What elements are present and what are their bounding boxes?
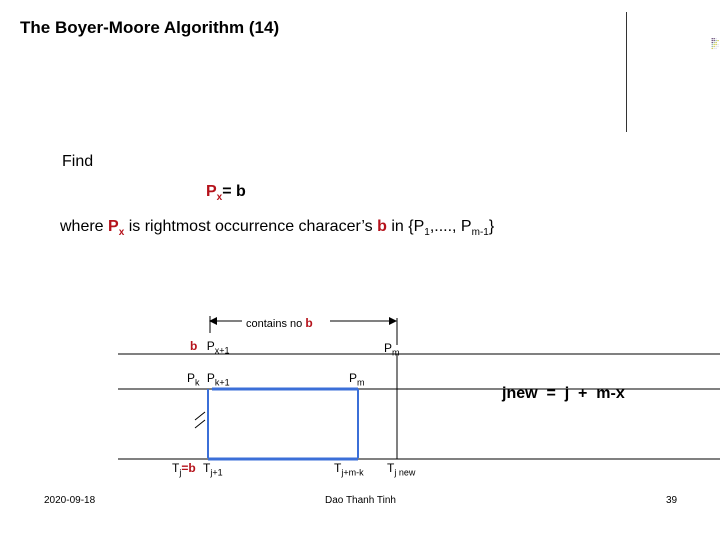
row1-P-sub: x+1 [214, 345, 230, 356]
footer-author: Dao Thanh Tinh [325, 495, 396, 506]
eq-rest: = b [222, 183, 246, 200]
row1-labels [190, 339, 229, 355]
where-mid: is rightmost occurrence characer’s [124, 218, 378, 235]
eq-P: P [206, 183, 217, 200]
row3-Tjmk [334, 461, 364, 477]
eq-x: x [216, 192, 223, 204]
contains-no-b: b [305, 316, 313, 330]
row2-Pk1: P [206, 371, 215, 385]
where-P: P [108, 218, 119, 235]
row3-Tjnew-sub: j new [394, 467, 416, 478]
where-x: x [118, 227, 125, 239]
row2-Pm [349, 371, 365, 387]
contains-no-text: contains no [246, 318, 306, 330]
row2-labels [187, 371, 230, 387]
row2-Pm-P: P [349, 371, 358, 385]
row1-Pm [384, 341, 400, 357]
row2-Pm-sub: m [357, 377, 365, 388]
row3-labels [172, 461, 223, 477]
row3-Tjmk-sub: j+m-k [341, 467, 364, 478]
row3-j: j [179, 467, 182, 478]
where-pre: where [60, 218, 109, 235]
row3-j1: j+1 [210, 467, 223, 478]
footer-page-number: 39 [666, 495, 678, 506]
row2-Pk-sub: k [195, 377, 200, 388]
row1-b: b [190, 339, 198, 353]
row1-P: P [206, 339, 215, 353]
row1-Pm-P: P [384, 341, 393, 355]
row3-T: T [172, 461, 180, 475]
row2-Pk1-sub: k+1 [214, 377, 230, 388]
arrow-right [389, 317, 397, 325]
where-dots: ,...., P [429, 218, 472, 235]
row3-Tjmk-T: T [334, 461, 342, 475]
find-label: Find [62, 153, 94, 170]
row3-eqb: =b [181, 461, 196, 475]
mismatch-slash-1 [195, 412, 205, 420]
footer-date: 2020-09-18 [44, 495, 96, 506]
jnew-formula: jnew = j + m-x [502, 385, 625, 402]
where-subm: m-1 [471, 227, 489, 239]
contains-no-label [246, 316, 313, 330]
slide-title: The Boyer-Moore Algorithm (14) [20, 18, 280, 37]
mismatch-slash-2 [195, 420, 205, 428]
where-post: in {P [386, 218, 425, 235]
row1-Pm-sub: m [392, 347, 400, 358]
row2-Pk: P [187, 371, 196, 385]
row3-T2: T [203, 461, 211, 475]
where-sub1: 1 [424, 227, 430, 239]
row3-Tjnew [387, 461, 415, 477]
row3-Tjnew-T: T [387, 461, 395, 475]
where-b: b [377, 218, 387, 235]
where-close: } [488, 218, 495, 235]
